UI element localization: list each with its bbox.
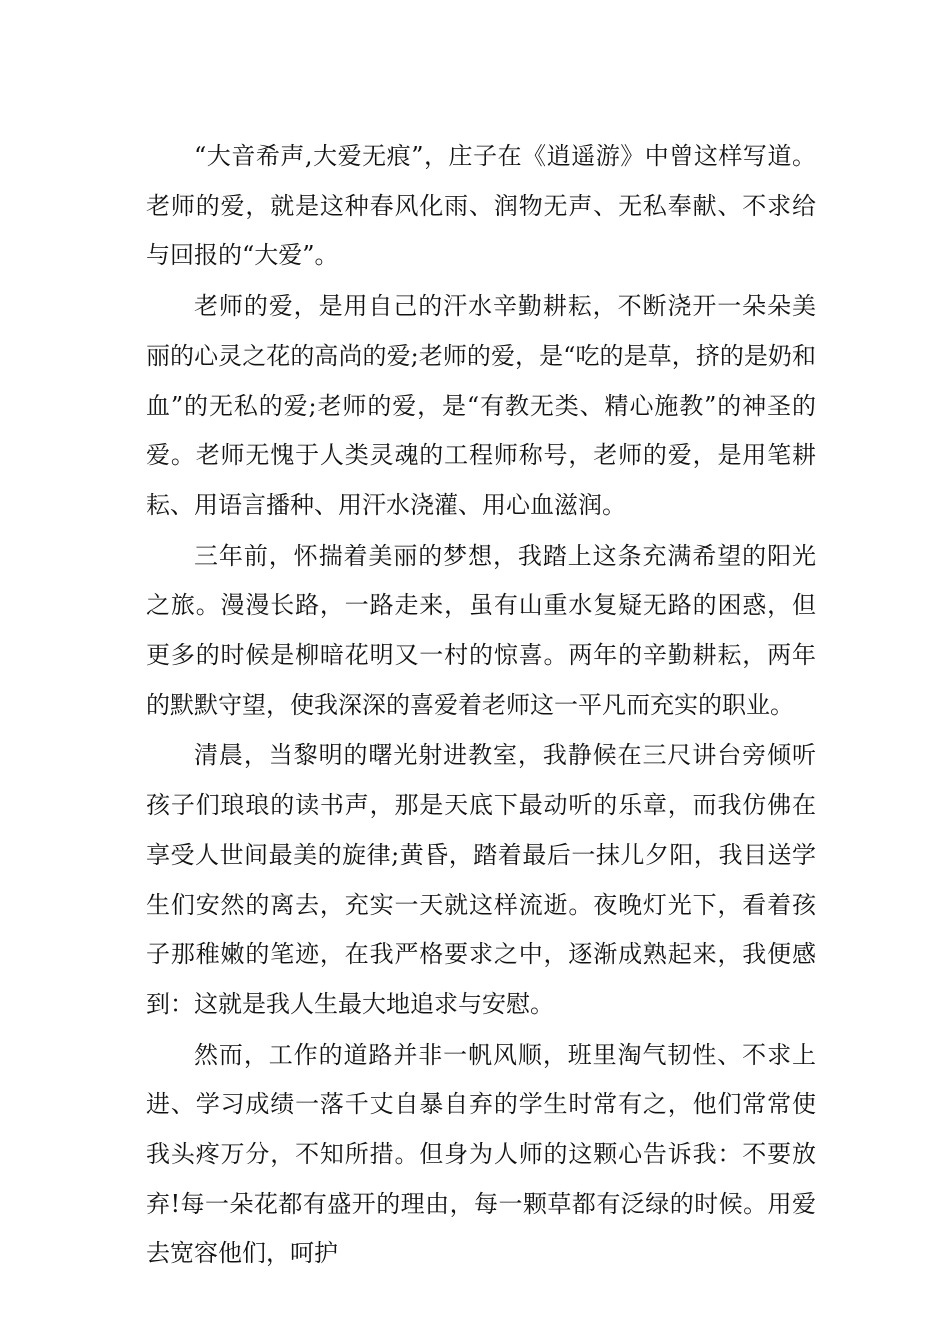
paragraph: “大音希声,大爱无痕”，庄子在《逍遥游》中曾这样写道。老师的爱，就是这种春风化雨、润物无声、无私奉献、不求给与回报的“大爱”。 xyxy=(146,142,816,270)
paragraph: 清晨，当黎明的曙光射进教室，我静候在三尺讲台旁倾听孩子们琅琅的读书声，那是天底下最动听的乐章，而我仿佛在享受人世间最美的旋律;黄昏，踏着最后一抹儿夕阳，我目送学生们安然的离去，充实一天就这样流逝。夜晚灯光下，看着孩子那稚嫩的笔迹，在我严格要求之中，逐渐成熟起来，我便感到：这就是我人生最大地追求与安慰。 xyxy=(146,741,816,1018)
paragraph: 三年前，怀揣着美丽的梦想，我踏上这条充满希望的阳光之旅。漫漫长路，一路走来，虽有山重水复疑无路的困惑，但更多的时候是柳暗花明又一村的惊喜。两年的辛勤耕耘，两年的默默守望，使我深深的喜爱着老师这一平凡而充实的职业。 xyxy=(146,541,816,719)
paragraph: 然而，工作的道路并非一帆风顺，班里淘气韧性、不求上进、学习成绩一落千丈自暴自弃的学生时常有之，他们常常使我头疼万分，不知所措。但身为人师的这颗心告诉我：不要放弃!每一朵花都有盛开的理由，每一颗草都有泛绿的时候。用爱去宽容他们，呵护 xyxy=(146,1040,816,1268)
document-body xyxy=(146,132,816,1280)
paragraph: 老师的爱，是用自己的汗水辛勤耕耘，不断浇开一朵朵美丽的心灵之花的高尚的爱;老师的爱，是“吃的是草，挤的是奶和血”的无私的爱;老师的爱，是“有教无类、精心施教”的神圣的爱。老师无愧于人类灵魂的工程师称号，老师的爱，是用笔耕耘、用语言播种、用汗水浇灌、用心血滋润。 xyxy=(146,292,816,519)
